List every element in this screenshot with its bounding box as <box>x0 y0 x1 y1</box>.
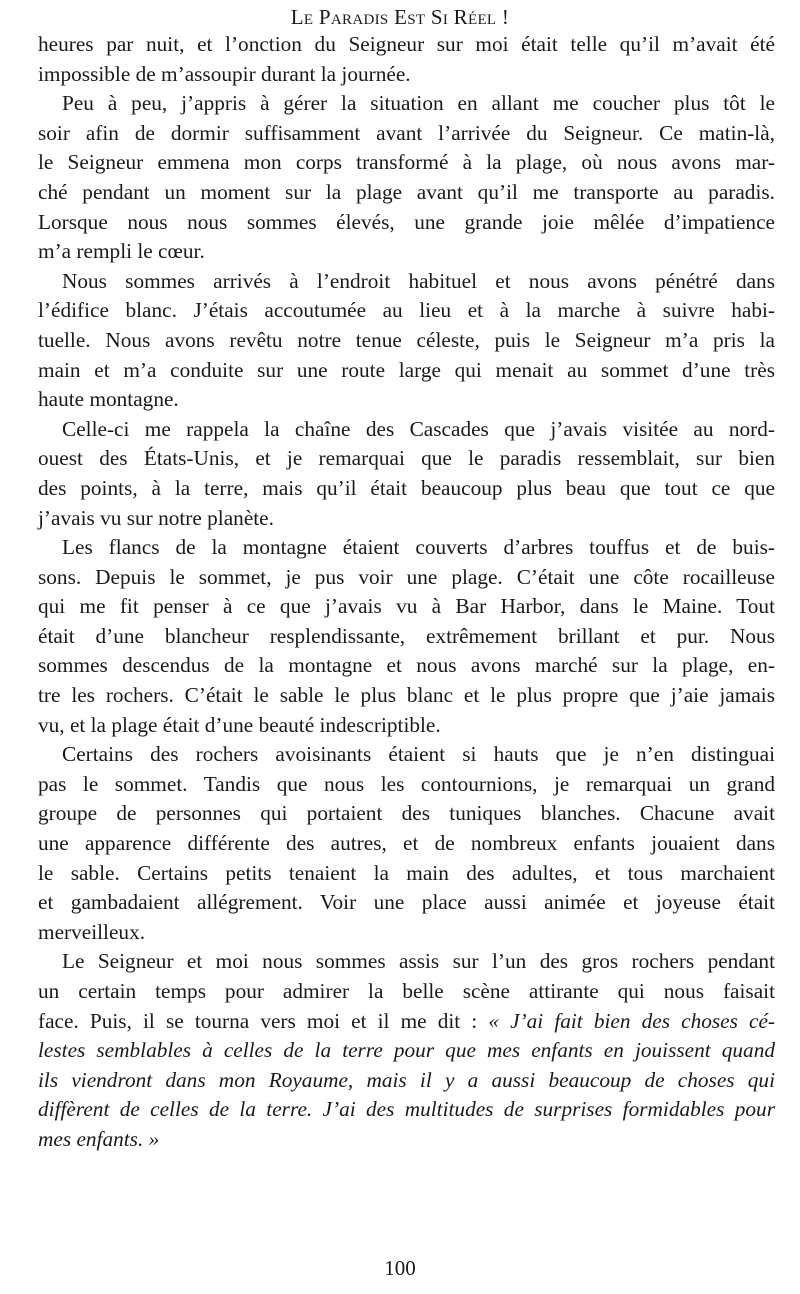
line-text: sommes descendus de la montagne et nous avons marché sur la plage, en- <box>38 653 775 678</box>
text-line <box>38 829 775 859</box>
line-text: heures par nuit, et l’onction du Seigneur sur moi était telle qu’il m’avait été <box>38 32 775 56</box>
quote-text: diffèrent de celles de la terre. J’ai des multitudes de surprises formidables pour <box>38 1097 775 1122</box>
text-line <box>38 1095 775 1125</box>
text-line <box>38 592 775 622</box>
line-text: soir afin de dormir suffisamment avant l’arrivée du Seigneur. Ce matin-là, <box>38 120 775 145</box>
text-line <box>38 859 775 889</box>
body-text <box>38 30 775 1155</box>
line-text: main et m’a conduite sur une route large qui menait au sommet d’une très <box>38 357 775 382</box>
text-line <box>38 799 775 829</box>
text-line <box>38 918 775 948</box>
line-text: groupe de personnes qui portaient des tuniques blanches. Chacune avait <box>38 801 775 826</box>
line-text: vu, et la plage était d’une beauté indescriptible. <box>38 712 441 737</box>
text-line <box>38 415 775 445</box>
text-line <box>38 533 775 563</box>
line-text: Peu à peu, j’appris à gérer la situation en allant me coucher plus tôt le <box>62 91 775 116</box>
text-line <box>38 237 775 267</box>
line-text: l’édifice blanc. J’étais accoutumée au lieu et à la marche à suivre habi- <box>38 298 775 323</box>
page-number: 100 <box>384 1256 416 1280</box>
line-text: merveilleux. <box>38 919 146 944</box>
text-line <box>38 711 775 741</box>
quote-text: mes enfants. » <box>38 1126 160 1151</box>
line-text: impossible de m’assoupir durant la journée. <box>38 61 411 86</box>
line-text: ouest des États-Unis, et je remarquai que le paradis ressemblait, sur bien <box>38 446 775 471</box>
text-line <box>38 208 775 238</box>
text-line <box>38 356 775 386</box>
text-line <box>38 1066 775 1096</box>
line-text: un certain temps pour admirer la belle scène attirante qui nous faisait <box>38 979 775 1003</box>
line-text: le Seigneur emmena mon corps transformé à la plage, où nous avons mar- <box>38 150 775 175</box>
line-text: ché pendant un moment sur la plage avant qu’il me transporte au paradis. <box>38 179 775 204</box>
quote-text: ils viendront dans mon Royaume, mais il y a aussi beaucoup de choses qui <box>38 1067 775 1092</box>
text-line <box>38 888 775 918</box>
line-text: Les flancs de la montagne étaient couverts d’arbres touffus et de buis- <box>62 535 775 560</box>
text-line <box>38 740 775 770</box>
quote-text: lestes semblables à celles de la terre pour que mes enfants en jouissent quand <box>38 1038 775 1063</box>
line-text: était d’une blancheur resplendissante, extrêmement brillant et pur. Nous <box>38 623 775 648</box>
text-line <box>38 30 775 60</box>
line-text: tuelle. Nous avons revêtu notre tenue céleste, puis le Seigneur m’a pris la <box>38 327 775 352</box>
text-line <box>38 60 775 90</box>
text-line <box>38 326 775 356</box>
text-line <box>38 296 775 326</box>
line-text: Le Seigneur et moi nous sommes assis sur l’un des gros rochers pendant <box>62 949 775 974</box>
line-text: et gambadaient allégrement. Voir une place aussi animée et joyeuse était <box>38 890 775 915</box>
text-line <box>38 947 775 977</box>
text-line <box>38 977 775 1007</box>
line-text: Lorsque nous nous sommes élevés, une grande joie mêlée d’impatience <box>38 209 775 234</box>
text-line <box>38 385 775 415</box>
line-text: le sable. Certains petits tenaient la main des adultes, et tous marchaient <box>38 860 775 885</box>
line-text: qui me fit penser à ce que j’avais vu à Bar Harbor, dans le Maine. Tout <box>38 594 775 619</box>
line-text: haute montagne. <box>38 387 179 412</box>
quote-text: « J’ai fait bien des choses cé- <box>488 1008 775 1033</box>
line-text: sons. Depuis le sommet, je pus voir une plage. C’était une côte rocailleuse <box>38 564 775 589</box>
text-line <box>38 504 775 534</box>
line-text: une apparence différente des autres, et de nombreux enfants jouaient dans <box>38 831 775 856</box>
text-line <box>38 1125 775 1155</box>
line-text: m’a rempli le cœur. <box>38 239 205 264</box>
line-text: Celle-ci me rappela la chaîne des Cascades que j’avais visitée au nord- <box>62 416 775 441</box>
text-line <box>38 681 775 711</box>
line-text: face. Puis, il se tourna vers moi et il me dit : <box>38 1008 489 1033</box>
text-line <box>38 178 775 208</box>
text-line <box>38 770 775 800</box>
text-line <box>38 148 775 178</box>
line-text: Certains des rochers avoisinants étaient si hauts que je n’en distinguai <box>62 742 775 767</box>
text-line <box>38 622 775 652</box>
line-text: des points, à la terre, mais qu’il était beaucoup plus beau que tout ce que <box>38 475 775 500</box>
text-line <box>38 1036 775 1066</box>
text-line <box>38 563 775 593</box>
text-line <box>38 1007 775 1037</box>
line-text: Nous sommes arrivés à l’endroit habituel et nous avons pénétré dans <box>62 268 775 293</box>
line-text: j’avais vu sur notre planète. <box>38 505 274 530</box>
text-line <box>38 651 775 681</box>
text-line <box>38 89 775 119</box>
line-text: tre les rochers. C’était le sable le plus blanc et le plus propre que j’aie jamais <box>38 683 775 708</box>
text-line <box>38 444 775 474</box>
text-line <box>38 474 775 504</box>
text-line <box>38 267 775 297</box>
text-line <box>38 119 775 149</box>
running-head: Le Paradis Est Si Réel ! <box>290 5 510 29</box>
line-text: pas le sommet. Tandis que nous les contournions, je remarquai un grand <box>38 771 775 796</box>
